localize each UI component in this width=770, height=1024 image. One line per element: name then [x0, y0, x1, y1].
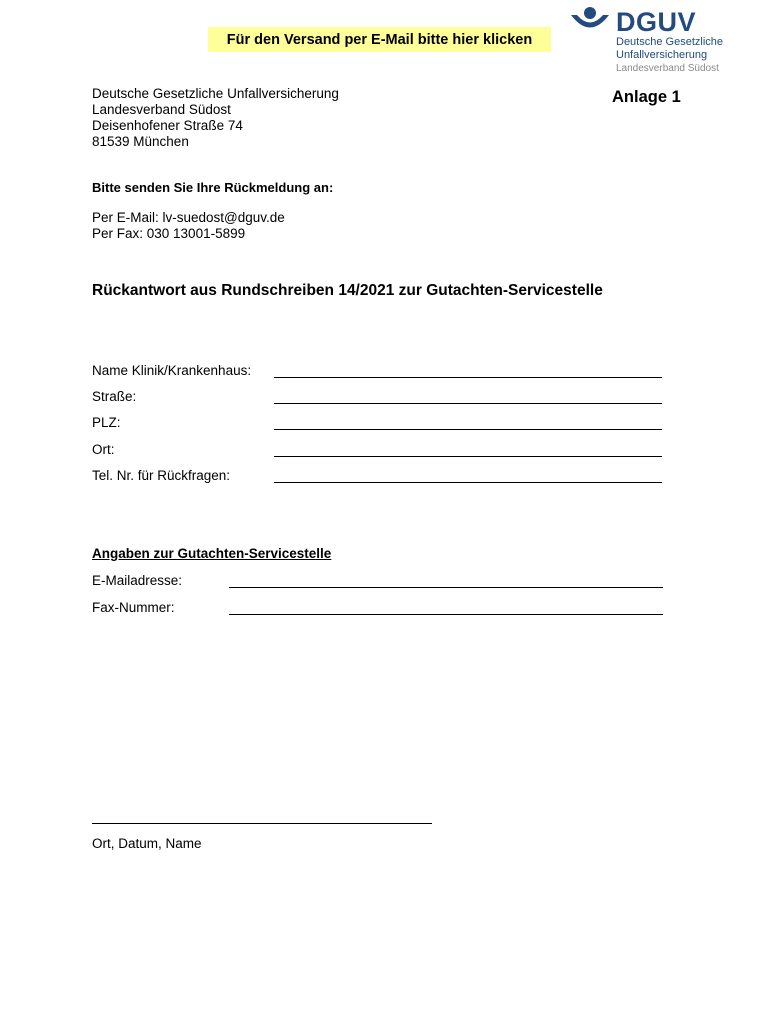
field-label: Tel. Nr. für Rückfragen:	[92, 468, 231, 483]
signature-line[interactable]	[92, 823, 432, 824]
logo-line-2: Unfallversicherung	[616, 49, 708, 61]
city-input[interactable]	[274, 456, 662, 457]
phone-input[interactable]	[274, 482, 662, 483]
service-email-input[interactable]	[229, 587, 663, 588]
field-label: Ort:	[92, 442, 115, 457]
service-fax-input[interactable]	[229, 614, 663, 615]
address-line: 81539 München	[92, 134, 189, 149]
document-title: Rückantwort aus Rundschreiben 14/2021 zur Gutachten-Servicestelle	[92, 282, 603, 299]
zip-input[interactable]	[274, 429, 662, 430]
section-heading: Angaben zur Gutachten-Servicestelle	[92, 546, 332, 561]
contact-email: Per E-Mail: lv-suedost@dguv.de	[92, 210, 285, 225]
recipient-address	[92, 86, 339, 150]
dguv-logo-icon	[568, 6, 612, 36]
send-heading: Bitte senden Sie Ihre Rückmeldung an:	[92, 180, 334, 195]
field-label: Name Klinik/Krankenhaus:	[92, 363, 252, 378]
clinic-name-input[interactable]	[274, 377, 662, 378]
address-line: Landesverband Südost	[92, 102, 231, 117]
field-label: Fax-Nummer:	[92, 600, 175, 615]
dguv-logo	[568, 6, 764, 74]
attachment-label: Anlage 1	[612, 88, 681, 106]
field-label: Straße:	[92, 389, 137, 404]
email-send-button[interactable]: Für den Versand per E-Mail bitte hier klicken	[208, 27, 551, 52]
signature-label: Ort, Datum, Name	[92, 836, 202, 851]
address-line: Deisenhofener Straße 74	[92, 118, 243, 133]
field-label: PLZ:	[92, 415, 121, 430]
street-input[interactable]	[274, 403, 662, 404]
contact-fax: Per Fax: 030 13001-5899	[92, 226, 246, 241]
field-label: E-Mailadresse:	[92, 573, 183, 588]
logo-line-1: Deutsche Gesetzliche	[616, 36, 723, 48]
address-line: Deutsche Gesetzliche Unfallversicherung	[92, 86, 339, 101]
logo-wordmark: DGUV	[616, 7, 697, 37]
logo-line-3: Landesverband Südost	[616, 63, 719, 74]
contact-info	[92, 210, 285, 242]
